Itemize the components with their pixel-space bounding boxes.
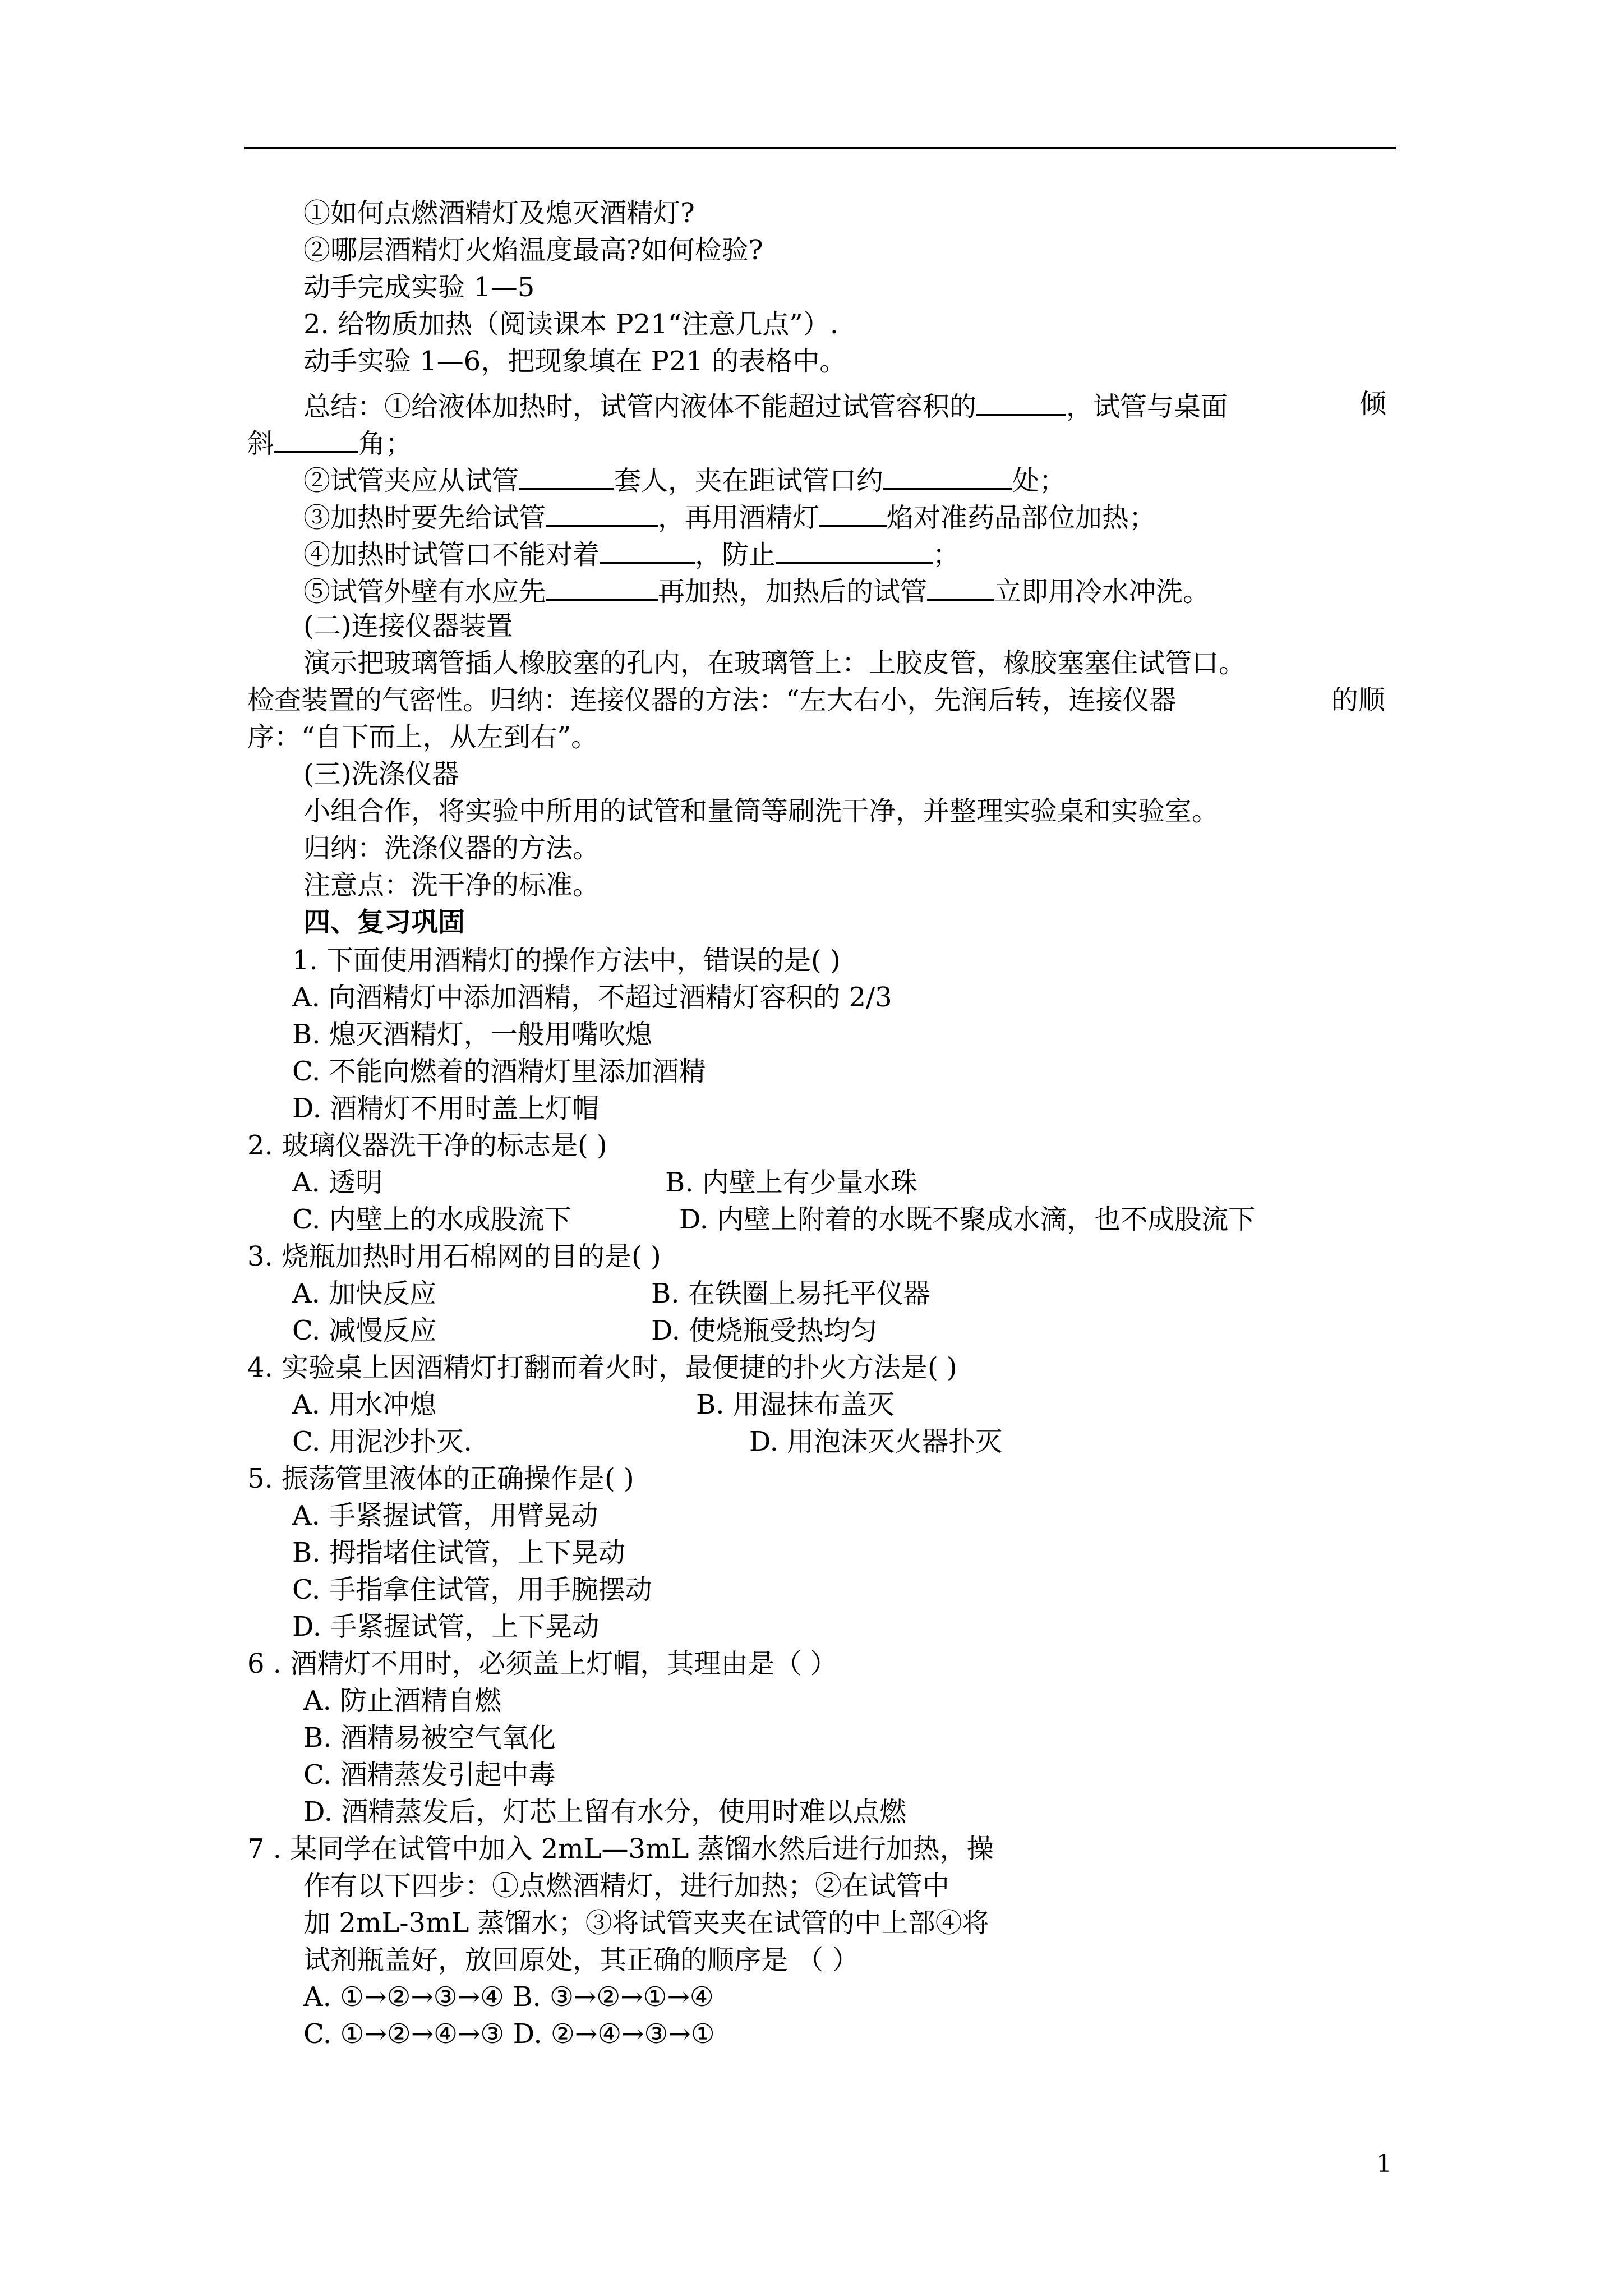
answer-option: C. 内壁上的水成股流下 (292, 1204, 571, 1235)
text-line: 小组合作，将实验中所用的试管和量筒等刷洗干净，并整理实验桌和实验室。 (303, 795, 1219, 827)
text-segment: ，试管与桌面 (1066, 391, 1228, 422)
question: 6 . 酒精灯不用时，必须盖上灯帽，其理由是（ ） (247, 1648, 837, 1680)
answer-option: A. ①→②→③→④ B. ③→②→①→④ (303, 1981, 714, 2013)
question-continuation: 作有以下四步：①点燃酒精灯，进行加热；②在试管中 (303, 1870, 950, 1902)
question-continuation: 试剂瓶盖好，放回原处，其正确的顺序是 （ ） (303, 1944, 859, 1976)
text-line: 注意点：洗干净的标准。 (303, 869, 600, 901)
answer-option: D. 酒精蒸发后，灯芯上留有水分，使用时难以点燃 (303, 1796, 907, 1828)
answer-option: D. 手紧握试管，上下晃动 (292, 1611, 600, 1642)
text-segment: ； (933, 539, 960, 570)
text-line: 序：“自下而上，从左到右”。 (247, 721, 598, 753)
answer-option: A. 手紧握试管，用臂晃动 (292, 1500, 598, 1531)
answer-option: B. 内壁上有少量水珠 (665, 1167, 917, 1198)
answer-option: B. 酒精易被空气氧化 (303, 1722, 556, 1754)
text-segment: 的顺 (1331, 684, 1386, 716)
question: 4. 实验桌上因酒精灯打翻而着火时，最便捷的扑火方法是( ) (247, 1352, 957, 1383)
answer-blank (600, 535, 695, 564)
answer-option: A. 向酒精灯中添加酒精，不超过酒精灯容积的 2/3 (292, 982, 892, 1013)
text-segment: ④加热时试管口不能对着 (303, 539, 600, 570)
answer-option: D. 使烧瓶受热均匀 (651, 1315, 878, 1346)
text-segment: 立即用冷水冲洗。 (994, 576, 1210, 608)
answer-option: A. 透明 (292, 1167, 383, 1198)
answer-blank (883, 461, 1012, 490)
text-segment: ，再用酒精灯 (658, 502, 820, 533)
text-segment: ②试管夹应从试管 (303, 465, 519, 496)
fill-in-line (303, 387, 1228, 424)
answer-option: D. 用泡沫灭火器扑灭 (749, 1426, 1003, 1457)
text-line: 归纳：洗涤仪器的方法。 (303, 832, 600, 864)
answer-blank (546, 572, 658, 601)
header-rule (244, 147, 1396, 149)
answer-option: C. 手指拿住试管，用手腕摆动 (292, 1574, 652, 1605)
answer-option: B. 在铁圈上易托平仪器 (651, 1278, 930, 1309)
text-segment: 处； (1012, 465, 1067, 496)
answer-blank (819, 498, 887, 527)
answer-option: A. 加快反应 (292, 1278, 437, 1309)
answer-blank (927, 572, 994, 601)
answer-option: D. 内壁上附着的水既不聚成水滴，也不成股流下 (679, 1204, 1256, 1235)
answer-blank (519, 461, 614, 490)
answer-blank (976, 387, 1066, 416)
question: 3. 烧瓶加热时用石棉网的目的是( ) (247, 1241, 661, 1272)
question-continuation: 加 2mL-3mL 蒸馏水；③将试管夹夹在试管的中上部④将 (303, 1907, 989, 1939)
fill-in-line (303, 498, 1156, 535)
answer-option: C. 减慢反应 (292, 1315, 437, 1346)
fill-in-line (303, 535, 960, 572)
text-line: ②哪层酒精灯火焰温度最高?如何检验? (303, 234, 763, 266)
text-segment: 斜 (247, 428, 275, 459)
text-segment: ⑤试管外壁有水应先 (303, 576, 546, 608)
text-line: 2. 给物质加热（阅读课本 P21“注意几点”）. (303, 309, 839, 340)
fill-in-line (303, 461, 1066, 498)
answer-option: C. ①→②→④→③ D. ②→④→③→① (303, 2018, 715, 2050)
answer-option: C. 不能向燃着的酒精灯里添加酒精 (292, 1056, 706, 1087)
text-line: 动手完成实验 1—5 (303, 272, 535, 303)
answer-option: A. 用水冲熄 (292, 1389, 437, 1420)
text-segment: 再加热，加热后的试管 (658, 576, 928, 608)
text-line: 演示把玻璃管插人橡胶塞的孔内，在玻璃管上：上胶皮管，橡胶塞塞住试管口。 (303, 647, 1246, 679)
answer-blank (274, 424, 358, 453)
answer-option: B. 拇指堵住试管，上下晃动 (292, 1537, 625, 1568)
answer-blank (776, 535, 933, 564)
fill-in-line (247, 424, 412, 461)
answer-option: D. 酒精灯不用时盖上灯帽 (292, 1093, 600, 1124)
answer-option: A. 防止酒精自燃 (303, 1685, 502, 1717)
section-heading: (二)连接仪器装置 (303, 610, 513, 642)
section-heading: (三)洗涤仪器 (303, 758, 459, 790)
section-heading: 四、复习巩固 (303, 907, 465, 938)
fill-in-line (303, 572, 1210, 609)
text-segment: 总结：①给液体加热时，试管内液体不能超过试管容积的 (303, 391, 977, 422)
text-segment: ③加热时要先给试管 (303, 502, 546, 533)
question: 2. 玻璃仪器洗干净的标志是( ) (247, 1130, 607, 1161)
answer-blank (546, 498, 658, 527)
text-segment: 套人，夹在距试管口约 (614, 465, 884, 496)
page-number: 1 (1376, 2150, 1392, 2178)
question: 7 . 某同学在试管中加入 2mL—3mL 蒸馏水然后进行加热，操 (247, 1833, 994, 1865)
text-line: ①如何点燃酒精灯及熄灭酒精灯? (303, 197, 695, 229)
answer-option: B. 熄灭酒精灯，一般用嘴吹熄 (292, 1019, 652, 1050)
answer-option: C. 用泥沙扑灭. (292, 1426, 472, 1457)
text-line: 动手实验 1—6，把现象填在 P21 的表格中。 (303, 346, 847, 377)
answer-option: B. 用湿抹布盖灭 (696, 1389, 895, 1420)
text-segment: 倾 (1359, 388, 1387, 420)
text-segment: 焰对准药品部位加热； (887, 502, 1156, 533)
text-line: 检查装置的气密性。归纳：连接仪器的方法：“左大右小，先润后转，连接仪器 (247, 684, 1177, 716)
question: 5. 振荡管里液体的正确操作是( ) (247, 1463, 634, 1494)
text-segment: ，防止 (695, 539, 776, 570)
text-segment: 角； (358, 428, 413, 459)
answer-option: C. 酒精蒸发引起中毒 (303, 1759, 556, 1791)
question: 1. 下面使用酒精灯的操作方法中，错误的是( ) (292, 945, 841, 976)
